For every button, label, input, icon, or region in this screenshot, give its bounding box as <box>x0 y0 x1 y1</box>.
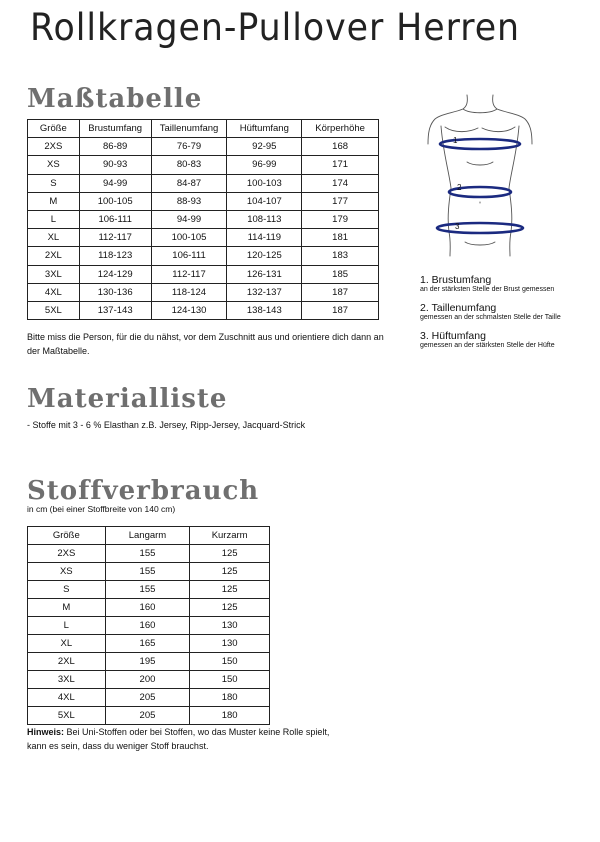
table-row <box>28 156 379 174</box>
table-cell: 80-83 <box>151 156 227 174</box>
measure-header-cell: Taillenumfang <box>151 120 227 138</box>
table-row <box>28 210 379 228</box>
table-row <box>28 301 379 319</box>
table-cell: 179 <box>302 210 379 228</box>
hint-label: Hinweis: <box>27 727 65 737</box>
fabric-header-row <box>28 527 270 545</box>
table-cell: 125 <box>190 563 270 581</box>
waist-marker: 2 <box>457 183 462 192</box>
table-cell: M <box>28 599 106 617</box>
table-cell: 2XS <box>28 138 80 156</box>
table-cell: 125 <box>190 581 270 599</box>
table-cell: 200 <box>105 671 190 689</box>
measure-heading: Maßtabelle <box>27 84 203 114</box>
table-cell: 168 <box>302 138 379 156</box>
table-cell: 84-87 <box>151 174 227 192</box>
table-cell: L <box>28 617 106 635</box>
table-row <box>28 545 270 563</box>
table-cell: 94-99 <box>79 174 151 192</box>
table-cell: 120-125 <box>227 247 302 265</box>
table-cell: 180 <box>190 707 270 725</box>
table-cell: 130 <box>190 617 270 635</box>
measure-note: Bitte miss die Person, für die du nähst, vor dem Zuschnitt aus und orientiere dich dann an der Maßtabelle. <box>27 332 384 356</box>
table-row <box>28 653 270 671</box>
table-cell: 104-107 <box>227 192 302 210</box>
table-cell: 2XS <box>28 545 106 563</box>
body-figure <box>425 92 535 257</box>
fabric-table <box>27 526 270 725</box>
hip-marker: 3 <box>455 222 460 231</box>
table-cell: 155 <box>105 545 190 563</box>
table-cell: 174 <box>302 174 379 192</box>
table-cell: 100-105 <box>79 192 151 210</box>
table-cell: 160 <box>105 617 190 635</box>
table-cell: M <box>28 192 80 210</box>
table-row <box>28 174 379 192</box>
table-cell: 5XL <box>28 707 106 725</box>
table-cell: 108-113 <box>227 210 302 228</box>
table-cell: 155 <box>105 563 190 581</box>
table-row <box>28 689 270 707</box>
table-cell: 112-117 <box>151 265 227 283</box>
table-row <box>28 283 379 301</box>
fabric-header-cell: Kurzarm <box>190 527 270 545</box>
table-cell: 171 <box>302 156 379 174</box>
measure-header-cell: Hüftumfang <box>227 120 302 138</box>
table-cell: 5XL <box>28 301 80 319</box>
table-cell: XL <box>28 635 106 653</box>
table-cell: 205 <box>105 689 190 707</box>
table-cell: 130 <box>190 635 270 653</box>
table-cell: 118-124 <box>151 283 227 301</box>
table-cell: L <box>28 210 80 228</box>
table-cell: 125 <box>190 545 270 563</box>
table-cell: 118-123 <box>79 247 151 265</box>
table-cell: 90-93 <box>79 156 151 174</box>
table-cell: 180 <box>190 689 270 707</box>
table-row <box>28 563 270 581</box>
table-cell: XL <box>28 229 80 247</box>
table-cell: S <box>28 174 80 192</box>
table-row <box>28 707 270 725</box>
legend-item-chest <box>420 274 598 293</box>
table-cell: 76-79 <box>151 138 227 156</box>
legend-subtitle: gemessen an der schmalsten Stelle der Taille <box>420 314 561 321</box>
table-row <box>28 617 270 635</box>
table-cell: 106-111 <box>151 247 227 265</box>
table-cell: 100-105 <box>151 229 227 247</box>
legend-title: 1. Brustumfang <box>420 274 492 286</box>
fabric-header-cell: Langarm <box>105 527 190 545</box>
table-cell: 155 <box>105 581 190 599</box>
table-cell: 96-99 <box>227 156 302 174</box>
table-row <box>28 635 270 653</box>
legend-item-waist <box>420 302 598 321</box>
table-cell: 3XL <box>28 265 80 283</box>
table-cell: 2XL <box>28 247 80 265</box>
measure-header-cell: Körperhöhe <box>302 120 379 138</box>
table-cell: 4XL <box>28 689 106 707</box>
legend-title: 3. Hüftumfang <box>420 330 486 342</box>
fabric-header-cell: Größe <box>28 527 106 545</box>
measure-header-cell: Brustumfang <box>79 120 151 138</box>
table-row <box>28 599 270 617</box>
table-cell: 132-137 <box>227 283 302 301</box>
hint-text: Bei Uni-Stoffen oder bei Stoffen, wo das Muster keine Rolle spielt, kann es sein, dass du weniger Stoff brauchst. <box>27 727 330 751</box>
table-cell: 125 <box>190 599 270 617</box>
material-item: - Stoffe mit 3 - 6 % Elasthan z.B. Jersey, Ripp-Jersey, Jacquard-Strick <box>27 420 306 430</box>
table-row <box>28 138 379 156</box>
table-cell: 3XL <box>28 671 106 689</box>
table-cell: 92-95 <box>227 138 302 156</box>
table-cell: 124-130 <box>151 301 227 319</box>
table-cell: XS <box>28 563 106 581</box>
page-title: Rollkragen-Pullover Herren <box>30 6 521 49</box>
table-cell: XS <box>28 156 80 174</box>
table-cell: 112-117 <box>79 229 151 247</box>
table-cell: 130-136 <box>79 283 151 301</box>
fabric-heading: Stoffverbrauch <box>27 476 260 506</box>
fabric-subtitle: in cm (bei einer Stoffbreite von 140 cm) <box>27 504 176 514</box>
table-cell: 205 <box>105 707 190 725</box>
table-row <box>28 265 379 283</box>
material-heading: Materialliste <box>27 384 228 414</box>
legend-item-hip <box>420 330 598 349</box>
table-cell: 187 <box>302 301 379 319</box>
table-cell: 114-119 <box>227 229 302 247</box>
table-cell: 100-103 <box>227 174 302 192</box>
table-cell: 124-129 <box>79 265 151 283</box>
table-cell: 150 <box>190 671 270 689</box>
table-cell: 183 <box>302 247 379 265</box>
table-cell: 150 <box>190 653 270 671</box>
table-row <box>28 671 270 689</box>
table-cell: 187 <box>302 283 379 301</box>
table-cell: 181 <box>302 229 379 247</box>
table-cell: S <box>28 581 106 599</box>
fabric-hint <box>27 725 347 753</box>
measure-header-cell: Größe <box>28 120 80 138</box>
table-cell: 160 <box>105 599 190 617</box>
chest-measure-line <box>440 139 520 149</box>
table-cell: 138-143 <box>227 301 302 319</box>
legend-subtitle: gemessen an der stärksten Stelle der Hüfte <box>420 342 555 349</box>
legend-subtitle: an der stärksten Stelle der Brust gemessen <box>420 286 555 293</box>
table-cell: 94-99 <box>151 210 227 228</box>
table-cell: 86-89 <box>79 138 151 156</box>
table-cell: 185 <box>302 265 379 283</box>
table-cell: 195 <box>105 653 190 671</box>
table-row <box>28 581 270 599</box>
table-cell: 137-143 <box>79 301 151 319</box>
table-cell: 177 <box>302 192 379 210</box>
legend <box>420 274 598 349</box>
table-cell: 88-93 <box>151 192 227 210</box>
table-cell: 106-111 <box>79 210 151 228</box>
table-cell: 4XL <box>28 283 80 301</box>
table-row <box>28 229 379 247</box>
hip-measure-line <box>437 223 523 233</box>
chest-marker: 1 <box>453 136 458 145</box>
measure-header-row <box>28 120 379 138</box>
table-cell: 2XL <box>28 653 106 671</box>
measure-table <box>27 119 379 320</box>
table-row <box>28 192 379 210</box>
legend-title: 2. Taillenumfang <box>420 302 497 314</box>
table-cell: 165 <box>105 635 190 653</box>
table-cell: 126-131 <box>227 265 302 283</box>
table-row <box>28 247 379 265</box>
